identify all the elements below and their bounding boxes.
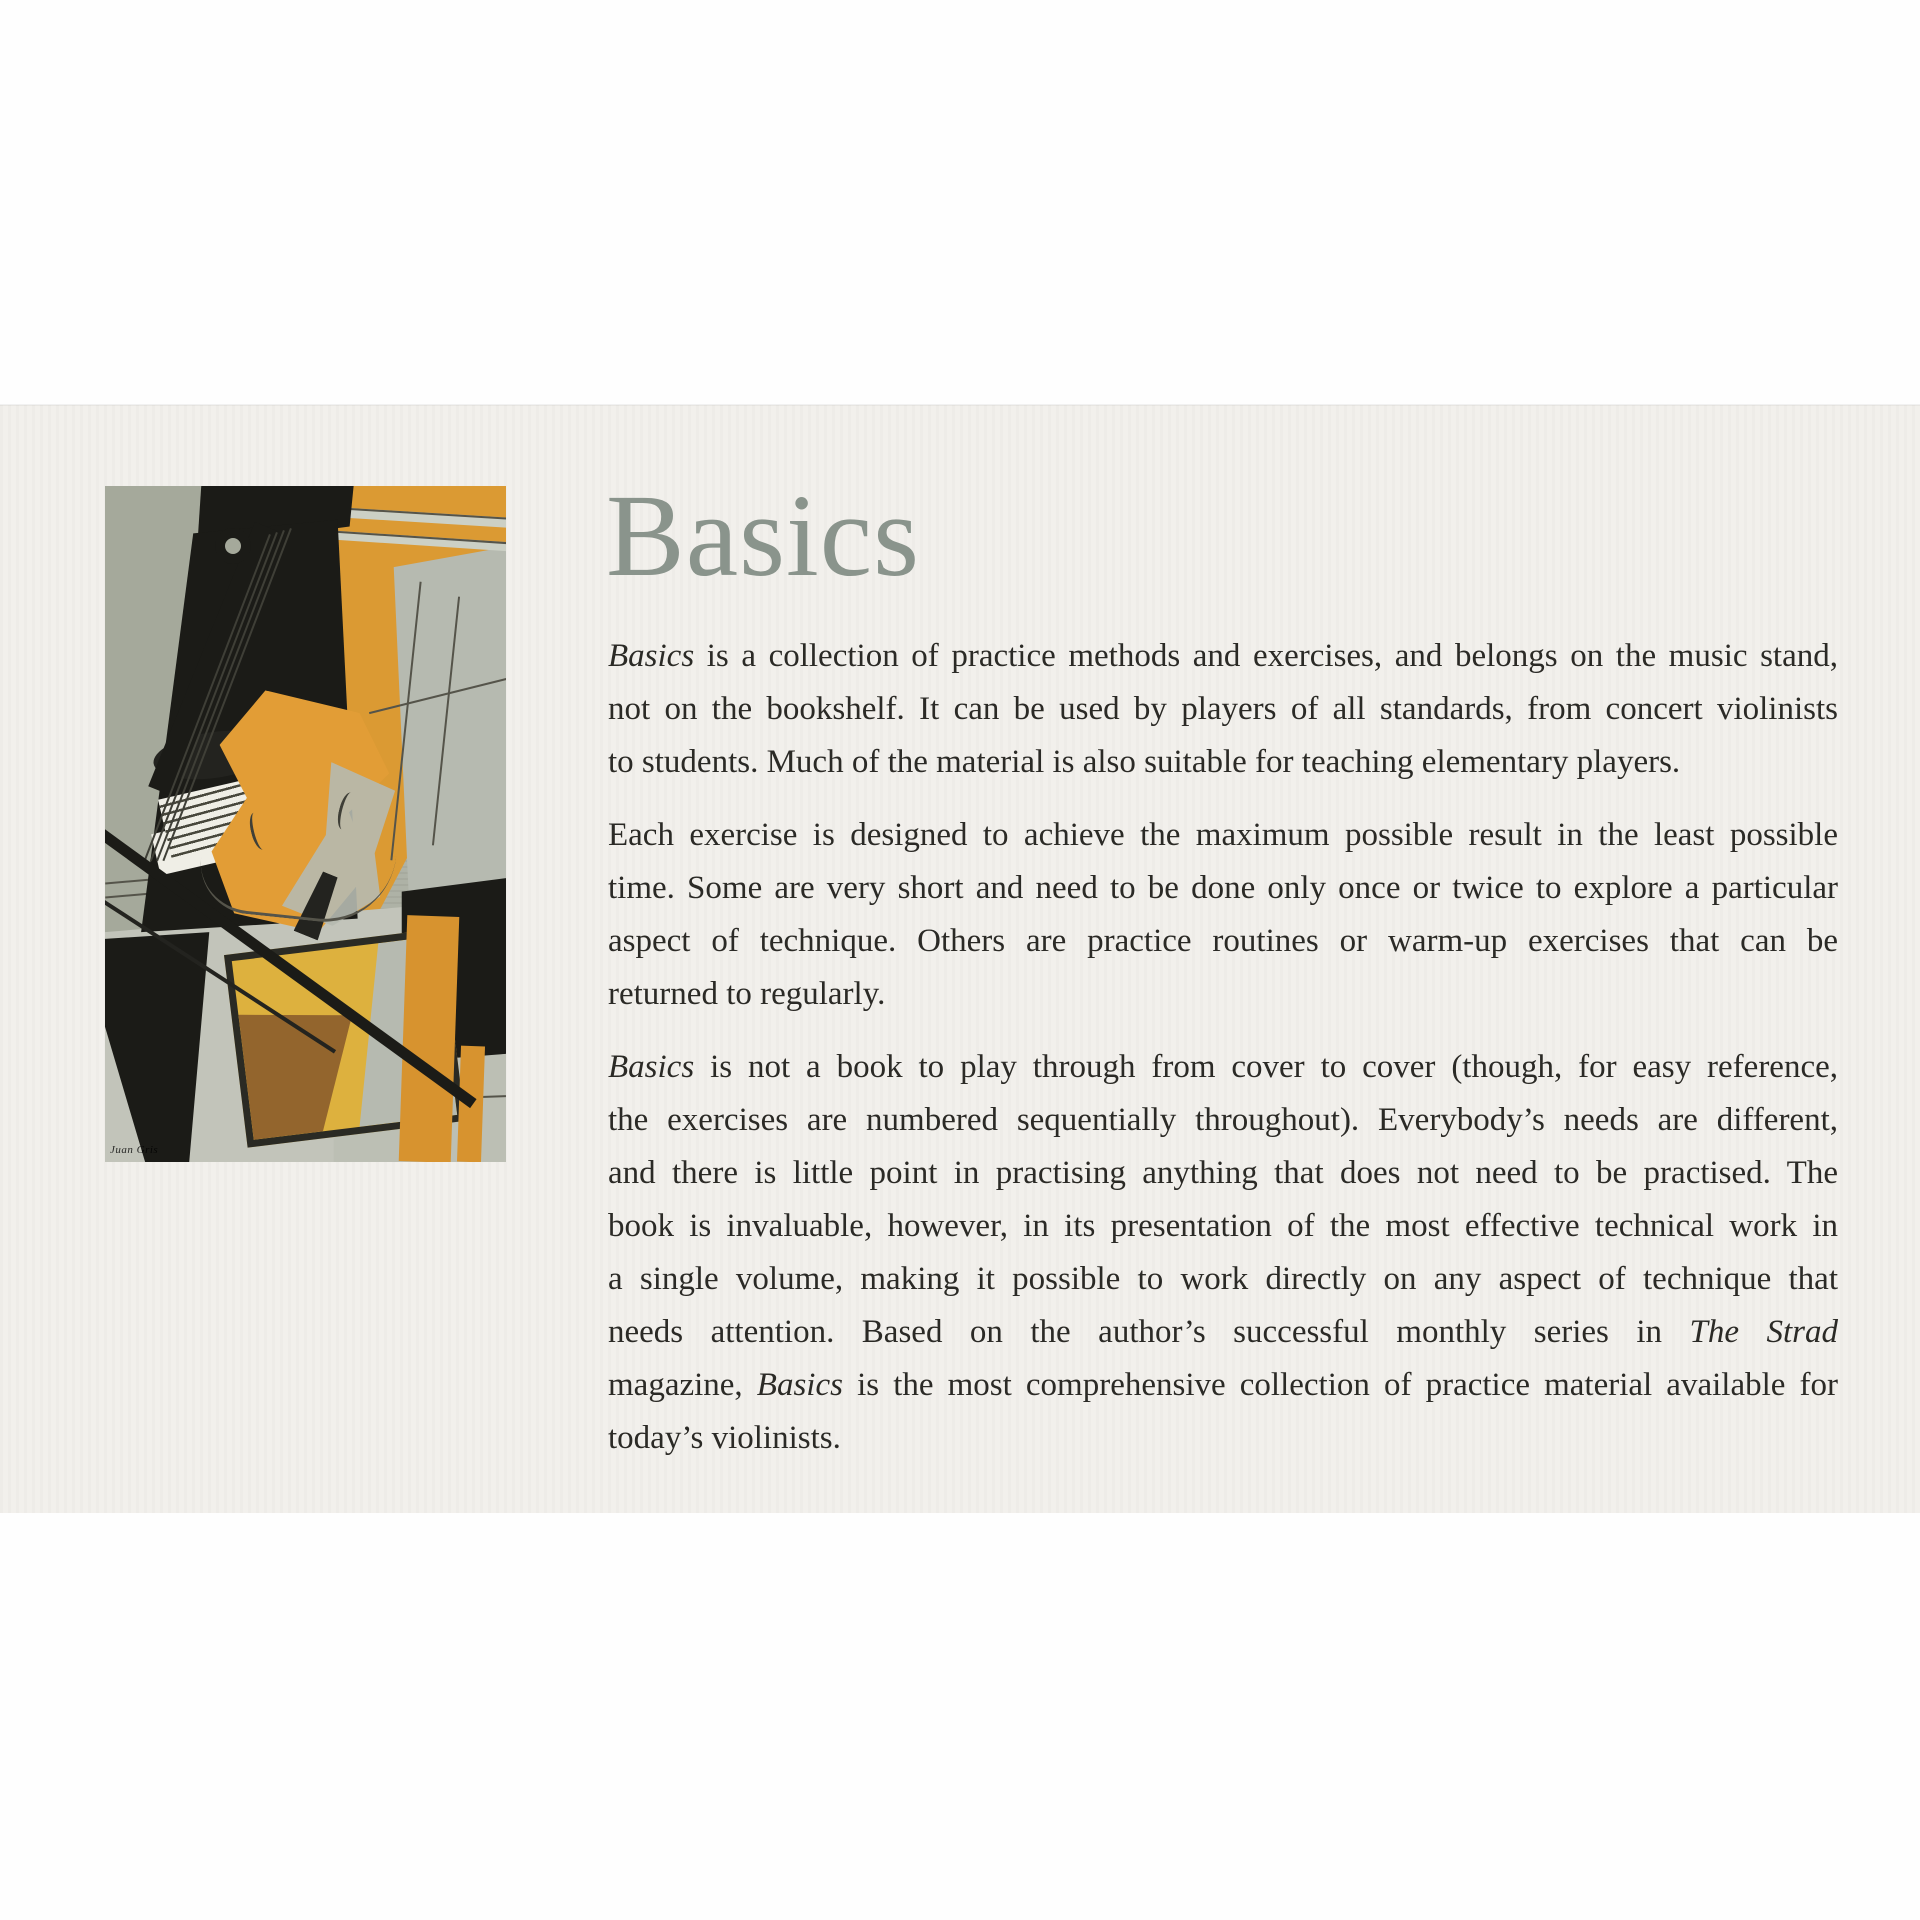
italic-text: Basics (756, 1367, 843, 1403)
body-text: aspect of technique. Others are practice routines or warm-up exercises that can be (608, 923, 1838, 959)
body-text: is not a book to play through from cover to cover (though, for easy reference, (694, 1049, 1838, 1085)
body-text: time. Some are very short and need to be done only once or twice to explore a particular (608, 870, 1838, 906)
text-line (608, 630, 1838, 683)
body-text: needs attention. Based on the author’s successful monthly series in (608, 1314, 1690, 1350)
paragraph (608, 630, 1838, 789)
body-text: Each exercise is designed to achieve the maximum possible result in the least possible (608, 817, 1838, 853)
text-line (608, 915, 1838, 968)
body-text: is a collection of practice methods and exercises, and belongs on the music stand, (694, 638, 1838, 674)
text-line (608, 736, 1838, 789)
italic-text: Basics (608, 638, 695, 674)
artwork-image (105, 486, 506, 1162)
violin-scroll-inner (225, 538, 241, 554)
body-text: to students. Much of the material is also suitable for teaching elementary players. (608, 744, 1681, 780)
artist-signature: Juan Gris (110, 1144, 159, 1156)
body-text: not on the bookshelf. It can be used by players of all standards, from concert violinists (608, 691, 1838, 727)
body-text: the exercises are numbered sequentially throughout). Everybody’s needs are different, (608, 1102, 1838, 1138)
text-line (608, 968, 1838, 1021)
text-line (608, 1306, 1838, 1359)
intro-text (608, 630, 1838, 1485)
body-text: is the most comprehensive collection of practice material available for (842, 1367, 1838, 1403)
body-text: returned to regularly. (608, 976, 886, 1012)
body-text: book is invaluable, however, in its presentation of the most effective technical work in (608, 1208, 1838, 1244)
text-line (608, 1147, 1838, 1200)
text-line (608, 1200, 1838, 1253)
italic-text: The Strad (1689, 1314, 1838, 1350)
text-line (608, 1412, 1838, 1465)
body-text: a single volume, making it possible to work directly on any aspect of technique that (608, 1261, 1838, 1297)
body-text: and there is little point in practising anything that does not need to be practised. The (608, 1155, 1838, 1191)
scanned-page-area (0, 405, 1920, 1513)
text-line (608, 1253, 1838, 1306)
paragraph (608, 809, 1838, 1021)
text-line (608, 683, 1838, 736)
text-line (608, 809, 1838, 862)
paragraph (608, 1041, 1838, 1465)
text-line (608, 862, 1838, 915)
body-text: today’s violinists. (608, 1420, 841, 1456)
page-title: Basics (606, 470, 921, 601)
body-text: magazine, (608, 1367, 757, 1403)
text-line (608, 1041, 1838, 1094)
text-line (608, 1094, 1838, 1147)
text-line (608, 1359, 1838, 1412)
violin (193, 516, 423, 956)
italic-text: Basics (608, 1049, 695, 1085)
